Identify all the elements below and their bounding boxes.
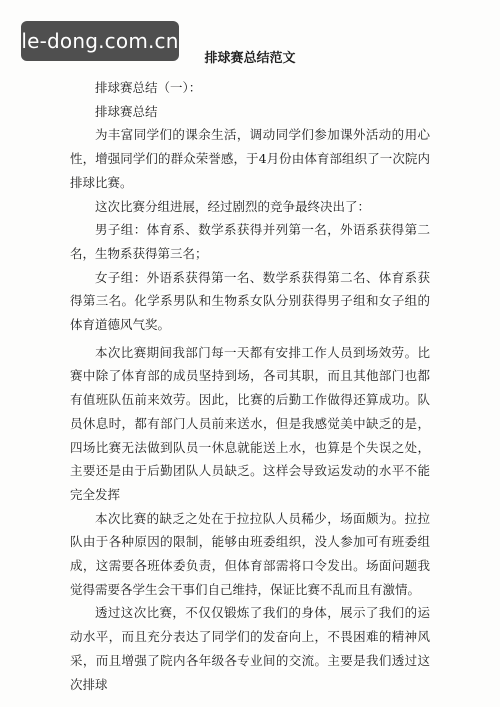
- paragraph-shortcomings: 本次比赛的缺乏之处在于拉拉队人员稀少，场面颇为。拉拉队由于各种原因的限制，能够由班委组织，没人参加可有班委组成，这需要各班体委负责，但体育部需将口令发出。场面问题我觉得需要各学生会干事们自己维持，保证比赛不乱而且有激情。: [70, 510, 430, 597]
- document-title: 排球赛总结范文: [204, 51, 296, 66]
- document-body: [70, 76, 430, 696]
- paragraph-women-results: 女子组：外语系获得第一名、数学系获得第二名、体育系获得第三名。化学系男队和生物系女队分别获得男子组和女子组的体育道德风气奖。: [70, 269, 430, 333]
- paragraph-men-results: 男子组：体育系、数学系获得并列第一名，外语系获得第二 名，生物系获得第三名；: [70, 222, 430, 261]
- paragraph-intro: 为丰富同学们的课余生活，调动同学们参加课外活动的用心 性，增强同学们的群众荣誉感，于4月份由体育部组织了一次院内 排球比赛。: [70, 127, 430, 190]
- subheading: 排球赛总结: [95, 103, 158, 119]
- site-watermark: le-dong.com.cn: [21, 21, 179, 61]
- paragraph-results-lead: 这次比赛分组进展，经过剧烈的竞争最终决出了：: [95, 198, 371, 214]
- section-heading: 排球赛总结（一）：: [95, 80, 202, 95]
- paragraph-logistics: 本次比赛期间我部门每一天都有安排工作人员到场效劳。比赛中除了体育部的成员坚持到场，各司其职，而且其他部门也都有值班队伍前来效劳。因此，比赛的后勤工作做得还算成功。队员休息时，都有部门人员前来送水，但是我感觉美中缺乏的是，四场比赛无法做到队员一休息就能送上水，也算是个失误之处，主要还是由于后勤团队人员缺乏。这样会导致运发动的水平不能完全发挥: [70, 344, 430, 502]
- paragraph-conclusion: 透过这次比赛，不仅仅锻炼了我们的身体，展示了我们的运动水平，而且充分表达了同学们的发奋向上，不畏困难的精神风采，而且增强了院内各年级各专业间的交流。主要是我们透过这次排球: [70, 605, 430, 692]
